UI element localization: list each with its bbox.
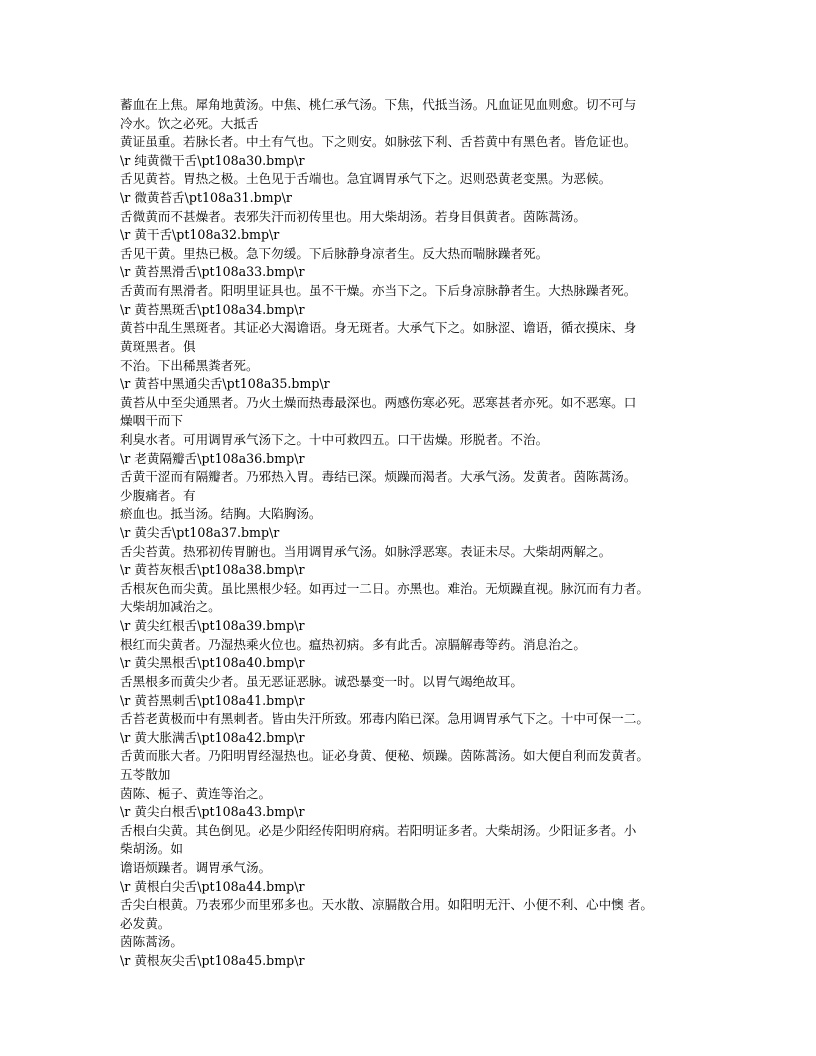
image-reference: \r 老黄隔瓣舌\pt108a36.bmp\r: [120, 450, 305, 466]
text-line: 茵陈、栀子、黄连等治之。: [120, 785, 272, 801]
image-reference: \r 黄尖黑根舌\pt108a40.bmp\r: [120, 655, 305, 671]
text-line: 黄证虽重。若脉长者。中土有气也。下之则安。如脉弦下利、舌苔黄中有黑色者。皆危证也。: [120, 134, 637, 150]
text-line: 舌见黄苔。胃热之极。土色见于舌端也。急宜调胃承气下之。迟则恐黄老变黑。为恶候。: [120, 171, 612, 187]
text-line: 舌黑根多而黄尖少者。虽无恶证恶脉。诚恐暴变一时。以胃气竭绝故耳。: [120, 673, 523, 689]
image-reference: \r 黄尖红根舌\pt108a39.bmp\r: [120, 618, 305, 634]
text-line: 茵陈蒿汤。: [120, 934, 183, 950]
text-line: 舌苔老黄极而中有黑刺者。皆由失汗所致。邪毒内陷已深。急用调胃承气下之。十中可保一二。: [120, 711, 649, 727]
text-line: 舌黄而有黑滑者。阳明里证具也。虽不干燥。亦当下之。下后身凉脉静者生。大热脉躁者死。: [120, 283, 637, 299]
image-reference: \r 黄尖舌\pt108a37.bmp\r: [120, 525, 280, 541]
image-reference: \r 黄苔黑刺舌\pt108a41.bmp\r: [120, 692, 305, 708]
text-line: 舌尖白根黄。乃表邪少而里邪多也。天水散、凉膈散合用。如阳明无汗、小便不利、心中懊 者。: [120, 897, 653, 913]
text-line: 少腹痛者。有: [120, 487, 196, 503]
text-line: 舌尖苔黄。热邪初传胃腑也。当用调胃承气汤。如脉浮恶寒。表证未尽。大柴胡两解之。: [120, 543, 612, 559]
text-line: 舌根灰色而尖黄。虽比黑根少轻。如再过一二日。亦黑也。难治。无烦躁直视。脉沉而有力者。: [120, 580, 649, 596]
text-line: 舌见干黄。里热已极。急下勿缓。下后脉静身凉者生。反大热而喘脉躁者死。: [120, 245, 549, 261]
text-line: 蓄血在上焦。犀角地黄汤。中焦、桃仁承气汤。下焦，代抵当汤。凡血证见血则愈。切不可与: [120, 97, 637, 112]
image-reference: \r 黄苔中黑通尖舌\pt108a35.bmp\r: [120, 376, 330, 392]
text-line: 燥咽干而下: [120, 413, 183, 429]
image-reference: \r 黄苔黑斑舌\pt108a34.bmp\r: [120, 301, 305, 317]
text-line: 舌黄而胀大者。乃阳明胃经湿热也。证必身黄、便秘、烦躁。茵陈蒿汤。如大便自利而发黄者。: [120, 748, 649, 764]
text-line: 柴胡汤。如: [120, 841, 183, 857]
text-line: 不治。下出稀黑粪者死。: [120, 357, 259, 373]
image-reference: \r 黄大胀满舌\pt108a42.bmp\r: [120, 729, 305, 745]
image-reference: \r 黄根白尖舌\pt108a44.bmp\r: [120, 878, 305, 894]
text-line: 必发黄。: [120, 915, 171, 931]
image-reference: \r 黄苔灰根舌\pt108a38.bmp\r: [120, 562, 305, 578]
document-page: [120, 96, 702, 971]
image-reference: \r 纯黄微干舌\pt108a30.bmp\r: [120, 152, 305, 168]
image-reference: \r 黄根灰尖舌\pt108a45.bmp\r: [120, 953, 305, 969]
text-line: 利臭水者。可用调胃承气汤下之。十中可救四五。口干齿燥。形脱者。不治。: [120, 431, 549, 447]
text-line: 五苓散加: [120, 766, 171, 782]
text-line: 舌微黄而不甚燥者。表邪失汗而初传里也。用大柴胡汤。若身目俱黄者。茵陈蒿汤。: [120, 208, 586, 224]
text-line: 黄斑黑者。俱: [120, 338, 196, 354]
text-line: 根红而尖黄者。乃湿热乘火位也。瘟热初病。多有此舌。凉膈解毒等药。消息治之。: [120, 636, 586, 652]
text-line: 冷水。饮之必死。大抵舌: [120, 115, 259, 131]
text-line: 瘀血也。抵当汤。结胸。大陷胸汤。: [120, 506, 322, 522]
image-reference: \r 黄干舌\pt108a32.bmp\r: [120, 227, 280, 243]
image-reference: \r 黄苔黑滑舌\pt108a33.bmp\r: [120, 264, 305, 280]
text-line: 谵语烦躁者。调胃承气汤。: [120, 859, 272, 875]
image-reference: \r 微黄苔舌\pt108a31.bmp\r: [120, 190, 292, 206]
text-line: 大柴胡加减治之。: [120, 599, 221, 615]
text-line: 黄苔中乱生黑斑者。其证必大渴谵语。身无斑者。大承气下之。如脉涩、谵语，循衣摸床、身: [120, 320, 637, 336]
text-line: 舌黄干涩而有隔瓣者。乃邪热入胃。毒结已深。烦躁而渴者。大承气汤。发黄者。茵陈蒿汤。: [120, 469, 637, 485]
text-line: 舌根白尖黄。其色倒见。必是少阳经传阳明府病。若阳明证多者。大柴胡汤。少阳证多者。小: [120, 822, 637, 838]
text-line: 黄苔从中至尖通黑者。乃火土燥而热毒最深也。两感伤寒必死。恶寒甚者亦死。如不恶寒。口: [120, 394, 637, 410]
image-reference: \r 黄尖白根舌\pt108a43.bmp\r: [120, 804, 305, 820]
